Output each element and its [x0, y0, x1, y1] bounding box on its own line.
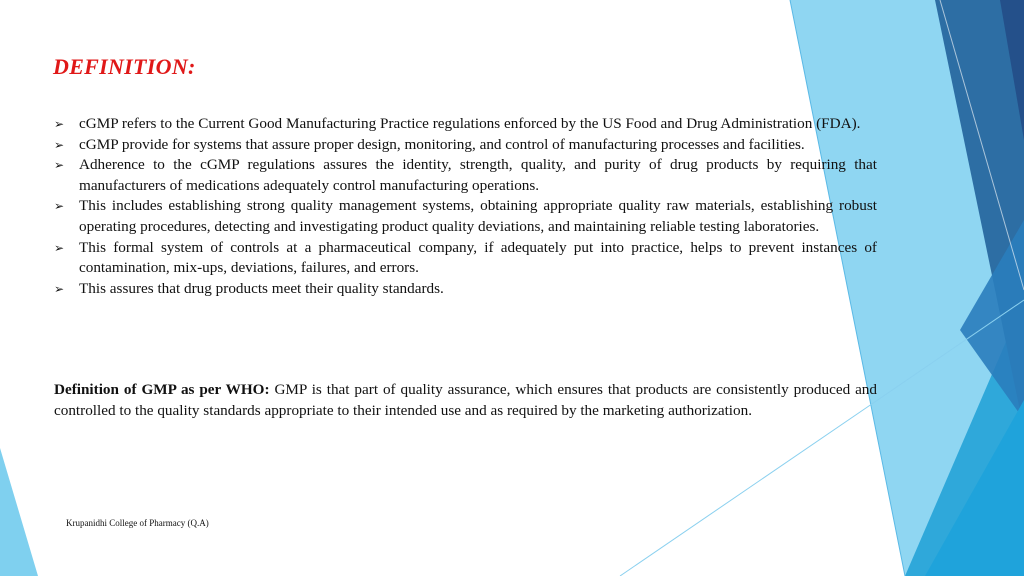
bullet-list	[54, 114, 877, 299]
bullet-text: This formal system of controls at a pharmaceutical company, if adequately put into practice, helps to prevent instances of contamination, mix-ups, deviations, failures, and errors.	[79, 238, 877, 277]
list-item	[54, 114, 877, 135]
arrow-bullet-icon: ➢	[54, 137, 65, 152]
footer-text: Krupanidhi College of Pharmacy (Q.A)	[66, 518, 209, 528]
list-item	[54, 135, 877, 156]
slide-title: DEFINITION:	[53, 54, 196, 79]
arrow-bullet-icon: ➢	[54, 117, 65, 131]
left-decor-strip	[0, 448, 38, 576]
list-item	[54, 196, 877, 237]
bullet-text: cGMP refers to the Current Good Manufacturing Practice regulations enforced by the US Food and Drug Administration (FDA).	[79, 115, 861, 132]
list-item	[54, 155, 877, 196]
who-definition	[54, 380, 877, 421]
bullet-text: cGMP provide for systems that assure proper design, monitoring, and control of manufacturing processes and facilities.	[79, 135, 805, 153]
who-text: GMP is that part of quality assurance, which ensures that products are consistently produced and controlled to the quality standards appropriate to their intended use and as required by the marketing authorization.	[54, 381, 877, 419]
list-item	[54, 279, 877, 300]
arrow-bullet-icon: ➢	[54, 158, 65, 173]
arrow-bullet-icon: ➢	[54, 281, 65, 296]
who-heading: Definition of GMP as per WHO:	[54, 381, 270, 398]
arrow-bullet-icon: ➢	[54, 199, 65, 214]
list-item	[54, 238, 877, 279]
bullet-text: Adherence to the cGMP regulations assures the identity, strength, quality, and purity of drug products by requiring that manufacturers of medications adequately control manufacturing operations.	[79, 156, 877, 194]
arrow-bullet-icon: ➢	[54, 240, 65, 255]
bullet-text: This includes establishing strong quality management systems, obtaining appropriate quality raw materials, establishing robust operating procedures, detecting and investigating product quality deviations, and maintaining reliable testing laboratories.	[79, 197, 877, 235]
bullet-text: This assures that drug products meet their quality standards.	[79, 279, 444, 297]
